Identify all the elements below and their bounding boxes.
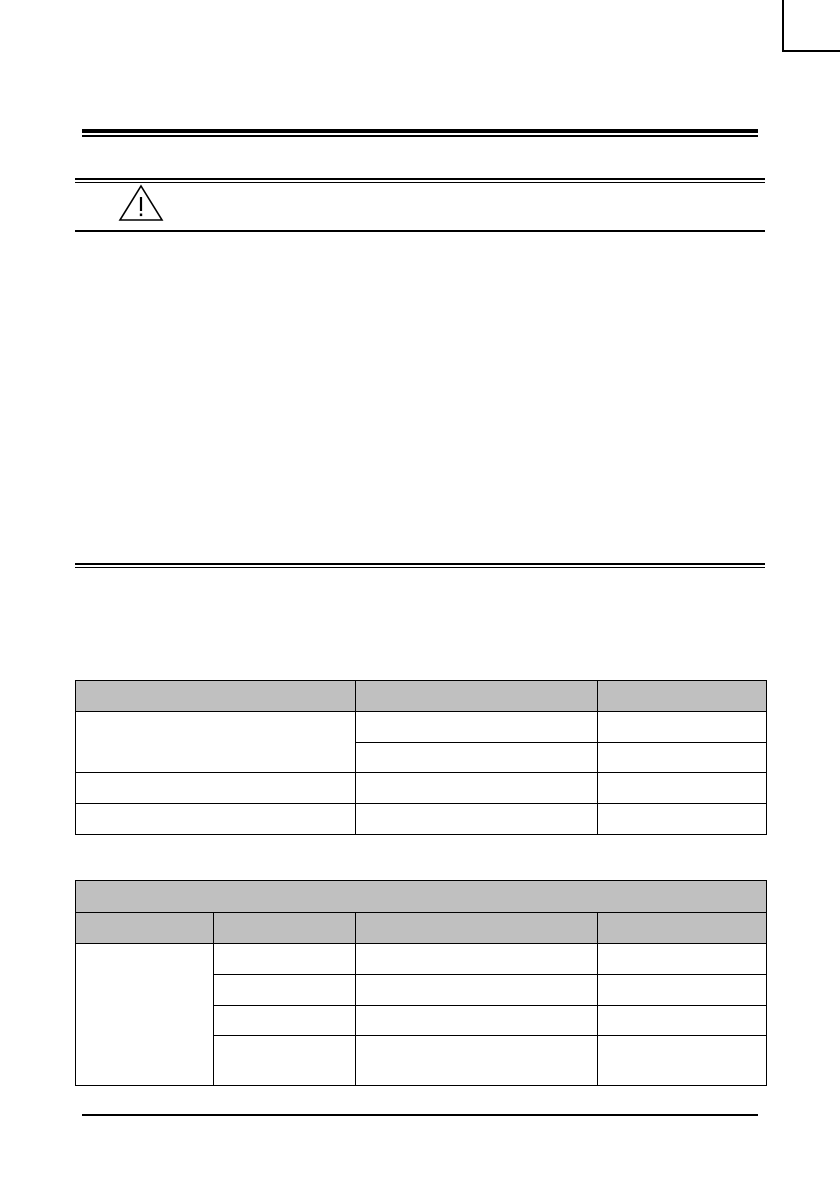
table-1-header-row (76, 681, 767, 712)
table-2-cell (356, 944, 598, 975)
table-1-cell (598, 773, 767, 804)
warning-triangle-icon (118, 184, 164, 222)
warning-rule-top (75, 178, 765, 180)
header-rule-thick (82, 129, 758, 133)
section-rule-top (75, 563, 765, 565)
table-2-header-cell (598, 913, 767, 944)
table-row (76, 804, 767, 835)
table-2-cell (214, 1006, 356, 1036)
table-1 (75, 680, 767, 835)
table-2-cell (356, 975, 598, 1006)
table-2-cell (356, 1006, 598, 1036)
section-rule-bottom (75, 567, 765, 568)
table-1-cell (356, 712, 598, 743)
table-row (76, 773, 767, 804)
table-1-cell (356, 773, 598, 804)
table-1-cell (598, 712, 767, 743)
table-1-header-cell (76, 681, 356, 712)
table-1-cell (356, 743, 598, 773)
table-2-title (76, 881, 767, 913)
crop-mark-vertical (782, 0, 784, 52)
table-2 (75, 880, 767, 1086)
table-2-cell (598, 975, 767, 1006)
crop-mark-horizontal (784, 50, 840, 52)
warning-rule-bottom (75, 230, 765, 232)
table-2-header-row (76, 913, 767, 944)
table-1-header-cell (356, 681, 598, 712)
table-1-cell (76, 712, 356, 773)
table-2-cell (598, 1036, 767, 1086)
header-rule-thin (82, 135, 758, 137)
table-1-cell (598, 743, 767, 773)
table-2-cell (356, 1036, 598, 1086)
table-1-cell (76, 804, 356, 835)
table-2-cell (214, 1036, 356, 1086)
table-2-cell (76, 944, 214, 1086)
warning-rule-top-inner (75, 182, 765, 183)
table-2-cell (214, 975, 356, 1006)
table-2-title-row (76, 881, 767, 913)
table-2-cell (598, 1006, 767, 1036)
table-1-cell (598, 804, 767, 835)
table-1-cell (76, 773, 356, 804)
table-row (76, 712, 767, 743)
table-1-cell (356, 804, 598, 835)
table-1-header-cell (598, 681, 767, 712)
table-2-cell (214, 944, 356, 975)
table-2-header-cell (76, 913, 214, 944)
table-2-header-cell (356, 913, 598, 944)
warning-text (180, 196, 760, 216)
footer-rule (82, 1114, 758, 1116)
table-row (76, 944, 767, 975)
table-2-cell (598, 944, 767, 975)
table-2-header-cell (214, 913, 356, 944)
